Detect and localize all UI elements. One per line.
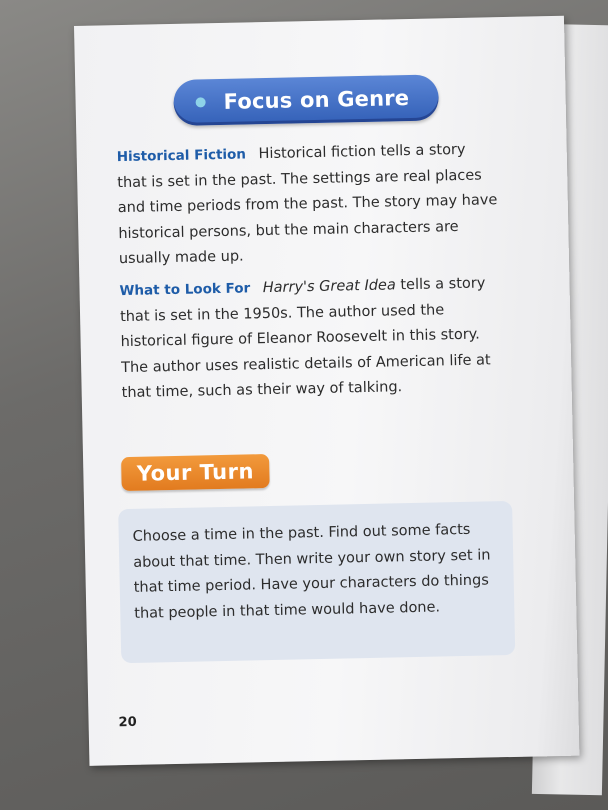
what-to-look-for-text: tells a story that is set in the 1950s. The author used the historical figure of Eleanor Roosevelt in this story. The author uses realistic details of American life at that time, such as their way of talking. xyxy=(119,275,491,402)
book-title: Harry's Great Idea xyxy=(262,277,396,297)
focus-on-genre-title: Focus on Genre xyxy=(223,85,410,114)
what-to-look-for-term: What to Look For xyxy=(119,280,251,300)
book-page xyxy=(74,16,579,766)
historical-fiction-paragraph xyxy=(117,137,502,272)
your-turn-banner xyxy=(121,454,270,491)
your-turn-title: Your Turn xyxy=(136,459,255,486)
bullet-dot-icon xyxy=(196,97,206,107)
historical-fiction-term: Historical Fiction xyxy=(116,146,247,166)
what-to-look-for-paragraph xyxy=(119,271,504,406)
your-turn-text: Choose a time in the past. Find out some facts about that time. Then write your own story set in that time period. Have your characters do things that people in that time would have done. xyxy=(132,521,491,622)
page-content xyxy=(74,16,579,766)
page-number: 20 xyxy=(118,714,137,731)
focus-on-genre-banner xyxy=(173,74,439,126)
historical-fiction-text: Historical fiction tells a story that is set in the past. The settings are real places and time periods from the past. The story may have historical persons, but the main characters are usually made up. xyxy=(117,141,498,268)
